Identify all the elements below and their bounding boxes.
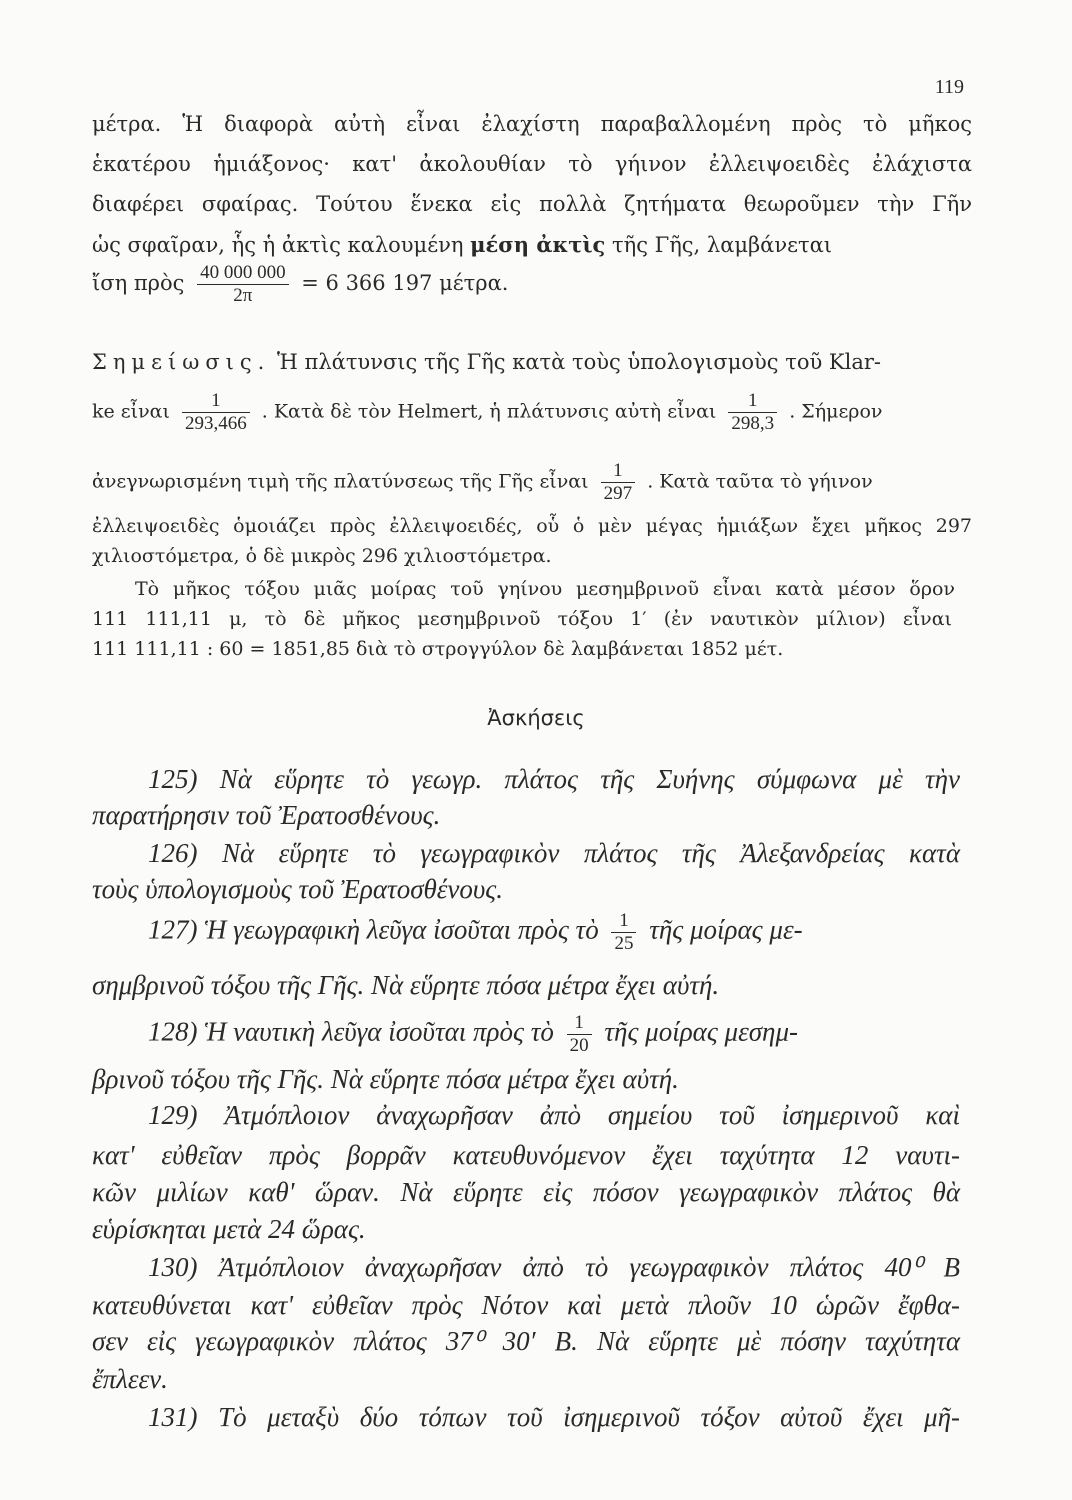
exercise-130-line-3: σεν εἰς γεωγραφικὸν πλάτος 37⁰ 30′ Β. Νὰ εὕρητε μὲ πόσην ταχύτητα [92,1326,960,1356]
para1-line-5-start: ἴση πρὸς [92,271,185,295]
exercise-127-line-1-start: 127) Ἡ γεωγραφικὴ λεῦγα ἰσοῦται πρὸς τὸ [148,914,599,945]
exercise-126-line-2: τοὺς ὑπολογισμοὺς τοῦ Ἐρατοσθένους. [92,874,504,904]
helmert-fraction-numerator: 1 [748,390,758,411]
exercise-127-line-2: σημβρινοῦ τόξου τῆς Γῆς. Νὰ εὕρητε πόσα μέτρα ἔχει αὐτή. [92,970,720,1000]
para1-line-4-start: ὡς σφαῖραν, ἧς ἡ ἀκτὶς καλουμένη [92,233,464,257]
flattening-fraction-denominator: 297 [601,482,636,505]
exercise-125-line-2: παρατήρησιν τοῦ Ἐρατοσθένους. [92,800,441,830]
exercise-127-fraction-numerator: 1 [619,910,629,931]
helmert-fraction-denominator: 298,3 [728,412,777,435]
para1-line-2: ἑκατέρου ἡμιάξονος· κατ' ἀκολουθίαν τὸ γήινον ἐλλειψοειδὲς ἐλάχιστα [92,152,972,176]
note-line-3 [92,460,972,505]
note-line-2-middle: . Κατὰ δὲ τὸν Helmert, ἡ πλάτυνσις αὐτὴ εἶναι [261,400,717,423]
page-number: 119 [934,76,964,98]
exercise-128-fraction-denominator: 20 [567,1034,592,1057]
helmert-fraction [728,390,777,435]
para1-line-5 [92,262,972,307]
exercise-128-fraction [567,1012,592,1057]
exercise-129-line-4: εὑρίσκηται μετὰ 24 ὥρας. [92,1214,366,1244]
para1-line-4-end: τῆς Γῆς, λαμβάνεται [612,233,833,257]
exercise-128-line-2: βρινοῦ τόξου τῆς Γῆς. Νὰ εὕρητε πόσα μέτρα ἔχει αὐτή. [92,1064,679,1094]
exercise-127-fraction-denominator: 25 [611,932,636,955]
exercise-131-line-1: 131) Τὸ μεταξὺ δύο τόπων τοῦ ἰσημερινοῦ τόξον αὐτοῦ ἔχει μῆ- [148,1402,960,1432]
note-line-2-start: ke εἶναι [92,400,170,423]
note-line-5: χιλιοστόμετρα, ὁ δὲ μικρὸς 296 χιλιοστόμετρα. [92,545,552,567]
mean-radius-term: μέση ἀκτὶς [470,232,606,257]
note-line-1-text: Ἡ πλάτυνσις τῆς Γῆς κατὰ τοὺς ὑπολογισμοὺς τοῦ Klar- [277,350,881,374]
exercises-heading: Ἀσκήσεις [487,706,585,730]
exercise-127-line-1 [148,910,1016,955]
exercise-127-line-1-end: τῆς μοίρας με- [649,914,803,945]
exercise-128-fraction-numerator: 1 [574,1012,584,1033]
exercise-128-line-1 [148,1012,1016,1057]
note-line-3-start: ἀνεγνωρισμένη τιμὴ τῆς πλατύνσεως τῆς Γῆς εἶναι [92,470,589,493]
radius-fraction-denominator: 2π [197,284,289,307]
para1-line-1: μέτρα. Ἡ διαφορὰ αὐτὴ εἶναι ἐλαχίστη παραβαλλομένη πρὸς τὸ μῆκος [92,112,972,136]
note-line-6: Τὸ μῆκος τόξου μιᾶς μοίρας τοῦ γηίνου μεσημβρινοῦ εἶναι κατὰ μέσον ὅρον [135,578,955,600]
radius-fraction [197,262,289,307]
clarke-fraction-numerator: 1 [211,390,221,411]
radius-fraction-numerator: 40 000 000 [200,262,286,283]
note-line-7: 111 111,11 μ, τὸ δὲ μῆκος μεσημβρινοῦ τόξου 1′ (ἐν ναυτικὸν μίλιον) εἶναι [92,608,952,630]
para1-line-4 [92,232,972,257]
exercise-130-line-1: 130) Ἀτμόπλοιον ἀναχωρῆσαν ἀπὸ τὸ γεωγραφικὸν πλάτος 40⁰ Β [148,1252,960,1282]
para1-line-5-end: = 6 366 197 μέτρα. [301,271,509,295]
flattening-fraction [601,460,636,505]
note-line-4: ἐλλειψοειδὲς ὁμοιάζει πρὸς ἐλλειψοειδές, οὗ ὁ μὲν μέγας ἡμιάξων ἔχει μῆκος 297 [92,515,972,537]
exercise-125-line-1: 125) Νὰ εὕρητε τὸ γεωγρ. πλάτος τῆς Συήνης σύμφωνα μὲ τὴν [148,764,960,794]
exercise-130-line-4: ἔπλεεν. [92,1364,168,1394]
exercise-129-line-3: κῶν μιλίων καθ' ὥραν. Νὰ εὕρητε εἰς πόσον γεωγραφικὸν πλάτος θὰ [92,1177,960,1207]
exercise-128-line-1-end: τῆς μοίρας μεσημ- [604,1016,798,1047]
exercise-127-fraction [611,910,636,955]
para1-line-3: διαφέρει σφαίρας. Τούτου ἕνεκα εἰς πολλὰ ζητήματα θεωροῦμεν τὴν Γῆν [92,192,972,216]
flattening-fraction-numerator: 1 [613,460,623,481]
exercise-129-line-2: κατ' εὐθεῖαν πρὸς βορρᾶν κατευθυνόμενον ἔχει ταχύτητα 12 ναυτι- [92,1140,960,1170]
note-line-8: 111 111,11 : 60 = 1851,85 διὰ τὸ στρογγύλον δὲ λαμβάνεται 1852 μέτ. [92,638,784,660]
note-label: Σημείωσις. [92,350,271,374]
note-line-3-end: . Κατὰ ταῦτα τὸ γήινον [647,470,873,493]
note-line-2-end: . Σήμερον [789,400,883,423]
note-line-1 [92,350,972,374]
exercise-126-line-1: 126) Νὰ εὕρητε τὸ γεωγραφικὸν πλάτος τῆς Ἀλεξανδρείας κατὰ [148,838,960,868]
exercise-130-line-2: κατευθύνεται κατ' εὐθεῖαν πρὸς Νότον καὶ μετὰ πλοῦν 10 ὡρῶν ἔφθα- [92,1290,960,1320]
exercise-129-line-1: 129) Ἀτμόπλοιον ἀναχωρῆσαν ἀπὸ σημείου τοῦ ἰσημερινοῦ καὶ [148,1100,960,1130]
clarke-fraction [182,390,250,435]
exercise-128-line-1-start: 128) Ἡ ναυτικὴ λεῦγα ἰσοῦται πρὸς τὸ [148,1016,554,1047]
clarke-fraction-denominator: 293,466 [182,412,250,435]
note-line-2 [92,390,972,435]
